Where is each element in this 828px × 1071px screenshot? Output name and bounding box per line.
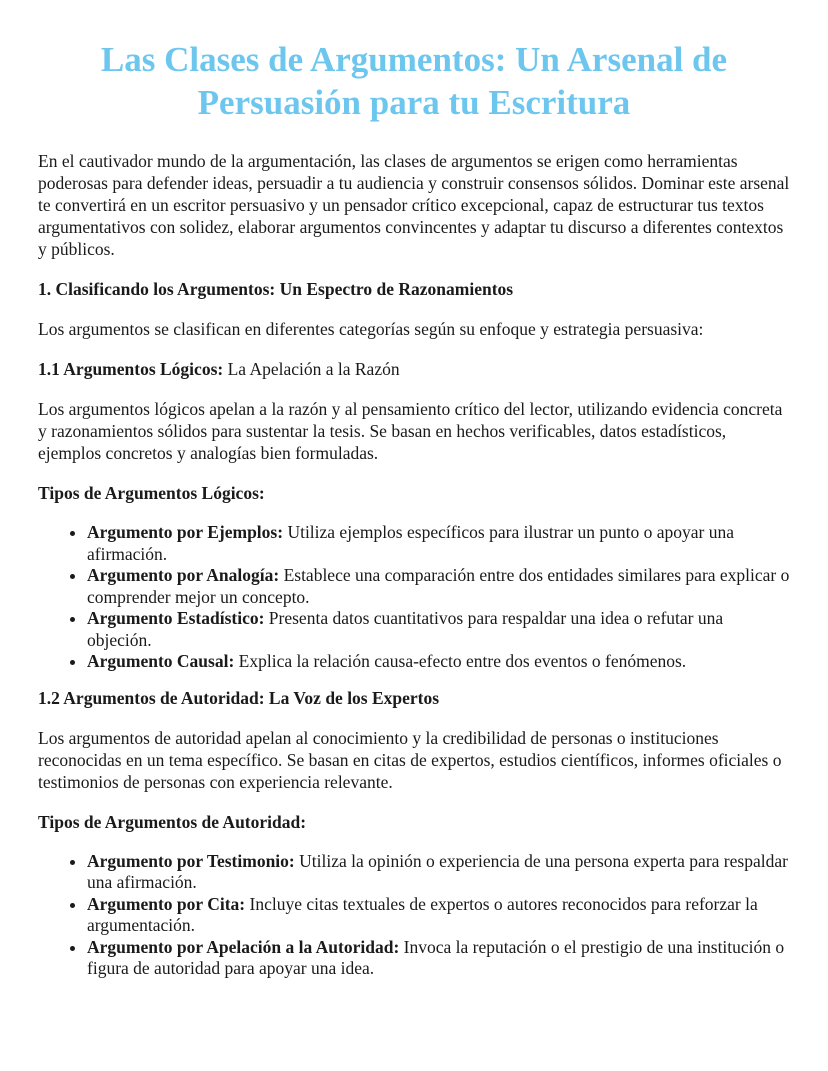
section-1-heading: 1. Clasificando los Argumentos: Un Espectro de Razonamientos <box>38 279 514 299</box>
list-item-desc: Establece una comparación entre dos entidades similares para explicar o comprender mejor un concepto. <box>87 565 790 607</box>
list-item-term: Argumento por Testimonio: <box>87 850 295 871</box>
list-item <box>87 565 790 608</box>
authority-types-list <box>38 851 790 980</box>
authority-arguments-text: Los argumentos de autoridad apelan al conocimiento y la credibilidad de personas o instituciones reconocidas en un tema específico. Se basan en citas de expertos, estudios científicos, informes oficiales o testimonios de personas con experiencia relevante. <box>38 727 782 792</box>
intro-paragraph: En el cautivador mundo de la argumentación, las clases de argumentos se erigen como herramientas poderosas para defender ideas, persuadir a tu audiencia y construir consensos sólidos. Dominar este arsenal te convertirá en un escritor persuasivo y un pensador crítico excepcional, capaz de estructurar tus textos argumentativos con solidez, elaborar argumentos convincentes y adaptar tu discurso a diferentes contextos y públicos. <box>38 151 790 259</box>
logical-arguments-heading-bold: 1.1 Argumentos Lógicos: <box>38 359 224 379</box>
list-item <box>87 851 790 894</box>
list-item-desc: Explica la relación causa-efecto entre dos eventos o fenómenos. <box>234 651 687 671</box>
authority-types-heading: Tipos de Argumentos de Autoridad: <box>38 811 307 832</box>
logical-arguments-heading <box>38 358 790 380</box>
list-item-desc: Invoca la reputación o el prestigio de una institución o figura de autoridad para apoyar una idea. <box>87 936 785 978</box>
list-item-desc: Presenta datos cuantitativos para respaldar una idea o refutar una objeción. <box>87 608 724 650</box>
logical-types-list <box>38 522 790 673</box>
list-item <box>87 608 790 651</box>
list-item <box>87 651 790 673</box>
logical-arguments-text: Los argumentos lógicos apelan a la razón y al pensamiento crítico del lector, utilizando evidencia concreta y razonamientos sólidos para sustentar la tesis. Se basan en hechos verificables, datos estadísticos, ejemplos concretos y analogías bien formuladas. <box>38 399 783 463</box>
list-item-desc: Utiliza la opinión o experiencia de una persona experta para respaldar una afirmación. <box>87 850 788 892</box>
list-item-term: Argumento por Analogía: <box>87 565 280 585</box>
logical-arguments-heading-rest: La Apelación a la Razón <box>223 359 400 379</box>
list-item-term: Argumento Causal: <box>87 651 235 671</box>
list-item-term: Argumento por Apelación a la Autoridad: <box>87 936 400 957</box>
section-1-text: Los argumentos se clasifican en diferentes categorías según su enfoque y estrategia persuasiva: <box>38 319 704 339</box>
list-item <box>87 937 790 980</box>
list-item-term: Argumento por Ejemplos: <box>87 522 284 542</box>
list-item-desc: Utiliza ejemplos específicos para ilustrar un punto o apoyar una afirmación. <box>87 522 735 564</box>
list-item <box>87 522 790 565</box>
list-item-term: Argumento por Cita: <box>87 893 246 914</box>
authority-arguments-heading: 1.2 Argumentos de Autoridad: La Voz de los Expertos <box>38 687 440 708</box>
list-item-term: Argumento Estadístico: <box>87 608 265 628</box>
logical-types-heading: Tipos de Argumentos Lógicos: <box>38 483 265 503</box>
page-title: Las Clases de Argumentos: Un Arsenal de Persuasión para tu Escritura <box>100 40 728 122</box>
list-item-desc: Incluye citas textuales de expertos o autores reconocidos para reforzar la argumentación. <box>87 893 758 935</box>
list-item <box>87 894 790 937</box>
